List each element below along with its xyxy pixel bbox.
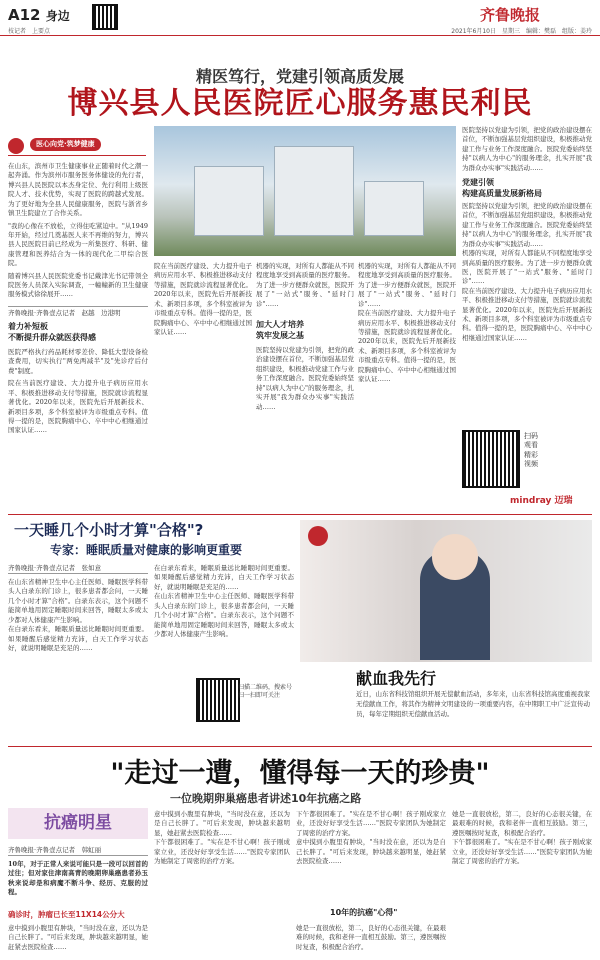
article4-col3: 下午都很困难了。"实在是不甘心啊！孩子刚成家立业，还没好好享受生活……"医院专家团队为她制定了周密的治疗方案。 意中摸到小腹里有肿块，"当时没在意，还以为是自己长胖了。"可后来发现，肿块越来越明显，她赶紧去医院检查…… <box>296 810 446 866</box>
article1-headline: 博兴县人民医院匠心服务惠民利民 <box>67 86 533 121</box>
qr-caption: 扫描二维码，搜索号 扫一扫即可关注 <box>238 684 293 700</box>
article1-col3b: 医院坚持以党建为引领，把党的政治建设摆在首位，不断加强基层党组织建设，积极推动党建工作与业务工作深度融合。医院党委始终坚持"以病人为中心"的服务理念，扎实开展"我为群众办实事"实践活动…… <box>256 346 354 411</box>
article1-col6: 医院坚持以党建为引领，把党的政治建设摆在首位，不断加强基层党组织建设，积极推动党建工作与业务工作深度融合。医院党委始终坚持"以病人为中心"的服务理念，扎实开展"我为群众办实事"实践活动…… 机器的实现，对所有人都能从不同程度地享受到高质量的医疗服务。为了进一步方便群众就医，医院开展了"一站式"服务、"延时门诊"…… 院在当前医疗建设、大力提升电子病历应用水平、积极推进移动支付等措施，医院就诊流程显著优化。2020年以来，医院先后开展新技术、新项目多项，多个科室被评为市级重点专科。值得一提的是，医院胸痛中心、卒中中心相继通过国家认证…… <box>462 202 592 342</box>
red-cross-icon <box>308 526 328 546</box>
scan-caption: 扫码观看 精彩视频 <box>524 432 538 469</box>
article1-col1: 医院严格执行药品耗材零差价、降低大型设备检查费用，切实执行"两免两减半"及"先诊疗后付费"制度。 院在当前医疗建设、大力提升电子病历应用水平、积极推进移动支付等措施，医院就诊流程显著优化。2020年以来，医院先后开展新技术、新项目多项，多个科室被评为市级重点专科。值得一提的是，医院胸痛中心、卒中中心相继通过国家认证…… <box>8 348 148 435</box>
article2-col1: 在山东省精神卫生中心主任医师、睡眠医学科带头人白录东的门诊上，很多患者都会问，一天睡几个小时才算"合格"。白录东表示，这个问题不能简单地用固定睡眠时间来回答，睡眠太多或太少都对人体健康产生影响。 在白录东看来，睡眠质量远比睡眠时间更重要。如果睡醒后感觉精力充沛，白天工作学习状态好，就说明睡眠是充足的…… <box>8 578 148 652</box>
divider <box>8 746 592 747</box>
page-number: A12 身边 <box>8 6 70 24</box>
article4-subheadline: 一位晚期卵巢癌患者讲述10年抗癌之路 <box>170 792 362 805</box>
editor-line: 枝记者 上要点 <box>8 28 51 35</box>
article4-col3b: 她是一直很放松，第二，良好的心态很关键，在最艰难的时候，我和老伴一直相互鼓励。第三，遵医嘱按时复查，积极配合治疗。 <box>296 924 446 951</box>
article4-lead: 10年，对于正常人来说可能只是一段可以回首的过往；但对家住津南高青的晚期卵巢癌患者孙玉秋来说却是和病魔不断斗争、经历、克服的过程。 <box>8 860 148 897</box>
column-logo: 抗癌明星 <box>8 808 148 839</box>
hospital-photo <box>154 126 456 256</box>
mindray-logo: mindray 迈瑞 <box>510 496 573 506</box>
article3-caption: 近日，山东省科技馆组织开展无偿献血活动，多年来，山东省科技馆高度重视我家无偿献血工作，将其作为精神文明建设的一项重要内容，在中期职工中广泛宣传动员，每年定期组织无偿献血活动。 <box>356 690 590 718</box>
article3-title: 献血我先行 <box>356 669 437 688</box>
date-line: 2021年6月10日 星期三 编辑：樊磊 组版：姜玲 <box>451 28 592 35</box>
article4-section-2: 10年的抗癌"心得" <box>330 908 398 917</box>
article4-section-1: 确诊时，肿瘤已长至11X14公分大 <box>8 910 125 919</box>
article1-col2: 院在当前医疗建设、大力提升电子病历应用水平、积极推进移动支付等措施，医院就诊流程显著优化。2020年以来，医院先后开展新技术、新项目多项，多个科室被评为市级重点专科。值得一提的是，医院胸痛中心、卒中中心相继通过国家认证…… <box>154 262 252 336</box>
article1-lead: 在山东，滨州市卫生健康事业正随着时代之潮一起奔涌。作为滨州市服务医务体健设的先行者，博兴县人民医院以本杰身定位、先行利用上级医院人才、技术优势，实现了医院的跨越式发展。为了更好地为全县人民健康服务，医院与浙省乡镇卫生院建立了合作关系。 "我的心像在不放松，立得住吃紧迫中。"从1949年开始，经过几奠基医人来不再维的努力，博兴县人民医院目前已经成为一所集医疗、科研、健康管理和医养结合为一体的现代化二甲综合医院。 随着博兴县人民医院党委书记戴津光书记带领全院医务人员深入实际调查，一幢幢新的卫生健康服务模式徐徐展开…… <box>8 162 148 299</box>
article2-subheadline: 专家：睡眠质量对健康的影响更重要 <box>50 543 243 557</box>
qr-code-icon <box>92 4 118 30</box>
article1-byline: 齐鲁晚报·齐鲁壹点记者 赵越 边港明 <box>8 306 148 318</box>
section-heading-1: 着力补短板 不断提升群众就医获得感 <box>8 322 96 342</box>
article1-col5: 医院坚持以党建为引领，把党的政治建设摆在首位，不断加强基层党组织建设，积极推动党建工作与业务工作深度融合。医院党委始终坚持"以病人为中心"的服务理念，扎实开展"我为群众办实事"实践活动…… <box>462 126 592 172</box>
blood-donation-photo <box>300 520 592 662</box>
article1-col4: 机器的实现，对所有人都能从不同程度地享受到高质量的医疗服务。为了进一步方便群众就医，医院开展了"一站式"服务、"延时门诊"…… 院在当前医疗建设、大力提升电子病历应用水平、积极推进移动支付等措施，医院就诊流程显著优化。2020年以来，医院先后开展新技术、新项目多项，多个科室被评为市级重点专科。值得一提的是，医院胸痛中心、卒中中心相继通过国家认证…… <box>358 262 456 384</box>
article2-headline: 一天睡几个小时才算"合格"? <box>14 521 204 539</box>
article2-byline: 齐鲁晚报·齐鲁壹点记者 张如意 <box>8 564 148 574</box>
banner-label: 医心向党·筑梦健康 <box>30 138 101 151</box>
divider <box>8 514 592 515</box>
wechat-qr-code-icon <box>196 678 240 722</box>
article4-headline: "走过一遭，懂得每一天的珍贵" <box>110 758 490 789</box>
article1-subtitle: 精医笃行，党建引领高质发展 <box>195 67 404 86</box>
section-heading-2: 加大人才培养 筑牢发展之基 <box>256 320 304 340</box>
section-heading-3: 党建引领 构建高质量发展新格局 <box>462 178 542 198</box>
article4-byline: 齐鲁晚报·齐鲁壹点记者 韩虹丽 <box>8 846 148 856</box>
article4-col2: 意中摸到小腹里有肿块，"当时没在意，还以为是自己长胖了。"可后来发现，肿块越来越明显，她赶紧去医院检查…… 下午都很困难了。"实在是不甘心啊！孩子刚成家立业，还没好好享受生活……"医院专家团队为她制定了周密的治疗方案。 <box>154 810 290 866</box>
article1-col3: 机器的实现，对所有人都能从不同程度地享受到高质量的医疗服务。为了进一步方便群众就医，医院开展了"一站式"服务、"延时门诊"…… <box>256 262 354 308</box>
article2-col2: 在白录东看来，睡眠质量远比睡眠时间更重要。如果睡醒后感觉精力充沛，白天工作学习状态好，就说明睡眠是充足的…… 在山东省精神卫生中心主任医师、睡眠医学科带头人白录东的门诊上，很多患者都会问，一天睡几个小时才算"合格"。白录东表示，这个问题不能简单地用固定睡眠时间来回答，睡眠太多或太少都对人体健康产生影响。 <box>154 564 294 638</box>
party-emblem-icon <box>8 138 24 154</box>
newspaper-brand: 齐鲁晚报 <box>479 6 540 24</box>
article4-col1: 意中摸到小腹里有肿块，"当时没在意，还以为是自己长胖了。"可后来发现，肿块越来越明显，她赶紧去医院检查…… <box>8 924 148 951</box>
banner <box>8 136 146 156</box>
article4-col4: 她是一直很放松，第二，良好的心态很关键，在最艰难的时候，我和老伴一直相互鼓励。第三，遵医嘱按时复查，积极配合治疗。 下午都很困难了。"实在是不甘心啊！孩子刚成家立业，还没好好享受生活……"医院专家团队为她制定了周密的治疗方案。 <box>452 810 592 866</box>
video-qr-code-icon <box>462 430 520 488</box>
